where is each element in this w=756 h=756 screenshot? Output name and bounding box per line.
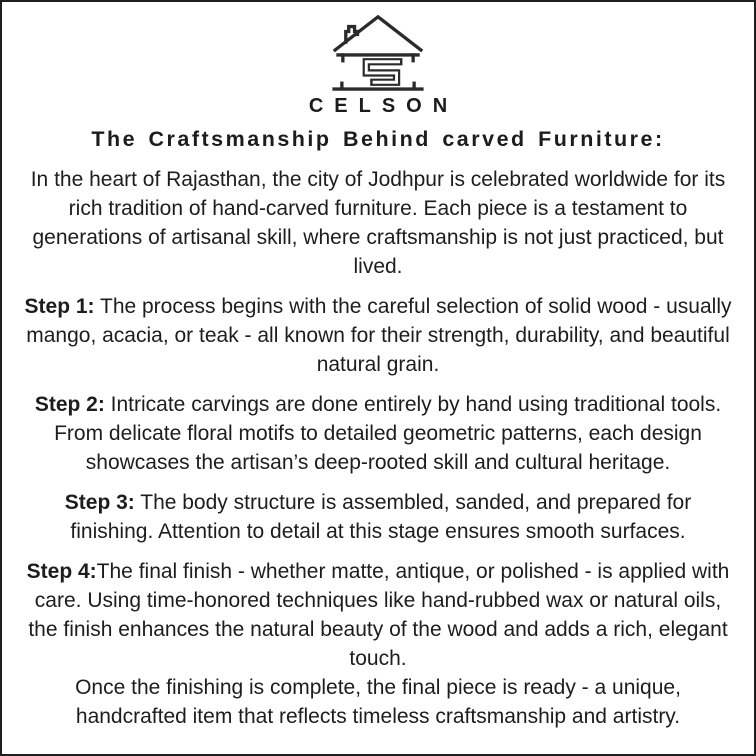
step-4-text: The final finish - whether matte, antique, or polished - is applied with care. Using time-honored techniques like hand-rubbed wax or natural oils, the finish enhances the natural beauty of the wood and adds a rich, elegant touch. bbox=[28, 560, 730, 670]
step-3-paragraph bbox=[21, 488, 735, 546]
page-title: The Craftsmanship Behind carved Furniture: bbox=[91, 127, 665, 151]
craftsmanship-description bbox=[21, 165, 735, 731]
step-1-label: Step 1: bbox=[24, 295, 95, 318]
step-1-text: The process begins with the careful selection of solid wood - usually mango, acacia, or teak - all known for their strength, durability, and beautiful natural grain. bbox=[26, 295, 732, 376]
step-3-text: The body structure is assembled, sanded, and prepared for finishing. Attention to detail at this stage ensures smooth surfaces. bbox=[70, 491, 692, 543]
brand-name: CELSON bbox=[308, 95, 459, 117]
step-2-label: Step 2: bbox=[34, 393, 105, 416]
intro-paragraph: In the heart of Rajasthan, the city of Jodhpur is celebrated worldwide for its rich tradition of hand-carved furniture. Each piece is a testament to generations of artisanal skill, where craftsmanship is not just practiced, but lived. bbox=[30, 168, 726, 278]
step-3-label: Step 3: bbox=[64, 491, 135, 514]
step-2-paragraph bbox=[21, 390, 735, 477]
brand-logo bbox=[327, 10, 429, 90]
step-2-text: Intricate carvings are done entirely by hand using traditional tools. From delicate floral motifs to detailed geometric patterns, each design showcases the artisan’s deep-rooted skill and cultural heritage. bbox=[54, 393, 722, 474]
closing-paragraph: Once the finishing is complete, the final piece is ready - a unique, handcrafted item that reflects timeless craftsmanship and artistry. bbox=[75, 676, 681, 728]
house-s-monogram-icon bbox=[327, 10, 429, 92]
step-1-paragraph bbox=[21, 292, 735, 379]
step-4-label: Step 4: bbox=[26, 560, 97, 583]
step-4-paragraph bbox=[21, 557, 735, 673]
